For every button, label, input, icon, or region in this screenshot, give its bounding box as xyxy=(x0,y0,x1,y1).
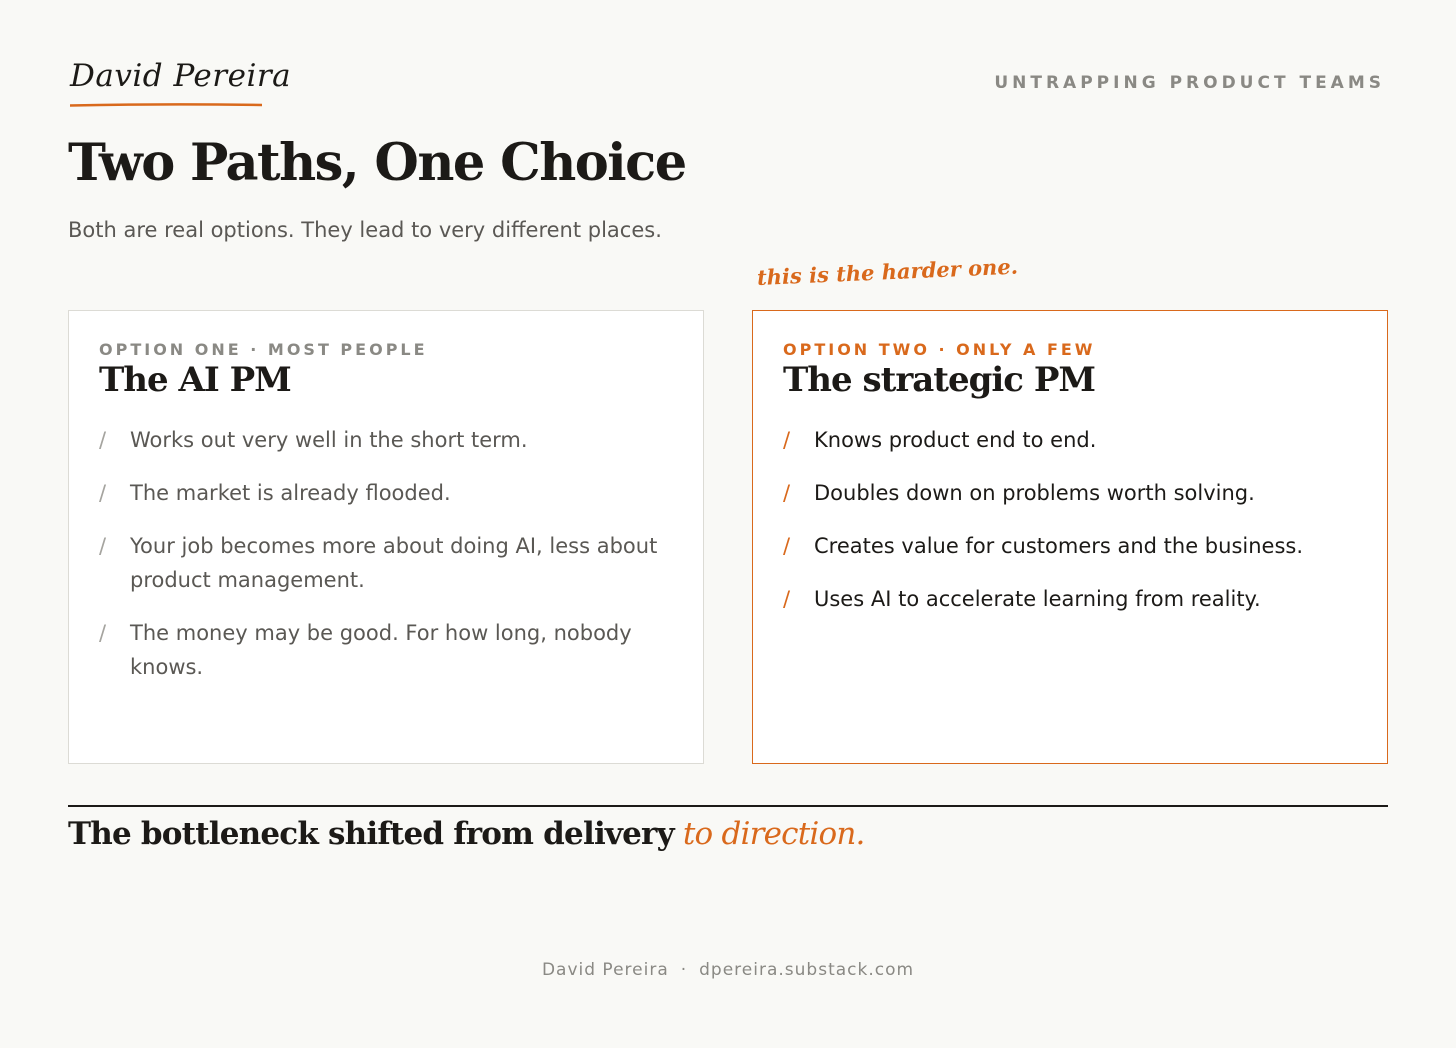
bullet-marker: / xyxy=(783,428,791,452)
footer xyxy=(0,960,1456,980)
list-item xyxy=(99,616,659,684)
bullet-marker: / xyxy=(783,587,791,611)
closing-main: The bottleneck shifted from delivery xyxy=(68,816,674,852)
card-eyebrow: OPTION TWO · ONLY A FEW xyxy=(783,340,1096,359)
bullet-text: Your job becomes more about doing AI, less about product management. xyxy=(130,534,658,592)
bullet-marker: / xyxy=(99,481,107,505)
bullet-text: Doubles down on problems worth solving. xyxy=(814,481,1255,505)
list-item xyxy=(783,529,1343,563)
card-eyebrow: OPTION ONE · MOST PEOPLE xyxy=(99,340,428,359)
footer-separator: · xyxy=(680,960,688,980)
list-item xyxy=(783,423,1343,457)
option-two-card xyxy=(752,310,1388,764)
list-item xyxy=(99,529,659,597)
closing-statement xyxy=(68,816,865,852)
bullet-text: The market is already flooded. xyxy=(130,481,451,505)
bullet-marker: / xyxy=(99,534,107,558)
footer-author: David Pereira xyxy=(541,960,669,980)
bullet-text: Uses AI to accelerate learning from reality. xyxy=(814,587,1261,611)
bullet-text: Works out very well in the short term. xyxy=(130,428,528,452)
bullet-text: Creates value for customers and the business. xyxy=(814,534,1304,558)
list-item xyxy=(99,423,659,457)
bullet-text: The money may be good. For how long, nobody knows. xyxy=(130,621,632,679)
option-one-card xyxy=(68,310,704,764)
bullet-marker: / xyxy=(99,428,107,452)
bullet-marker: / xyxy=(783,481,791,505)
author-signature: David Pereira xyxy=(70,58,292,94)
handwritten-annotation: this is the harder one. xyxy=(756,253,1019,290)
bullet-list xyxy=(783,423,1343,635)
bullet-marker: / xyxy=(783,534,791,558)
list-item xyxy=(783,476,1343,510)
signature-underline xyxy=(70,103,262,107)
bullet-list xyxy=(99,423,659,703)
bullet-text: Knows product end to end. xyxy=(814,428,1097,452)
page-title: Two Paths, One Choice xyxy=(68,133,686,193)
list-item xyxy=(99,476,659,510)
closing-accent: to direction. xyxy=(682,816,865,852)
series-name: UNTRAPPING PRODUCT TEAMS xyxy=(994,73,1385,93)
page-subtitle: Both are real options. They lead to very different places. xyxy=(68,218,662,242)
list-item xyxy=(783,582,1343,616)
footer-url: dpereira.substack.com xyxy=(699,960,915,980)
card-title: The AI PM xyxy=(99,360,291,400)
card-title: The strategic PM xyxy=(783,360,1096,400)
divider xyxy=(68,805,1388,807)
bullet-marker: / xyxy=(99,621,107,645)
